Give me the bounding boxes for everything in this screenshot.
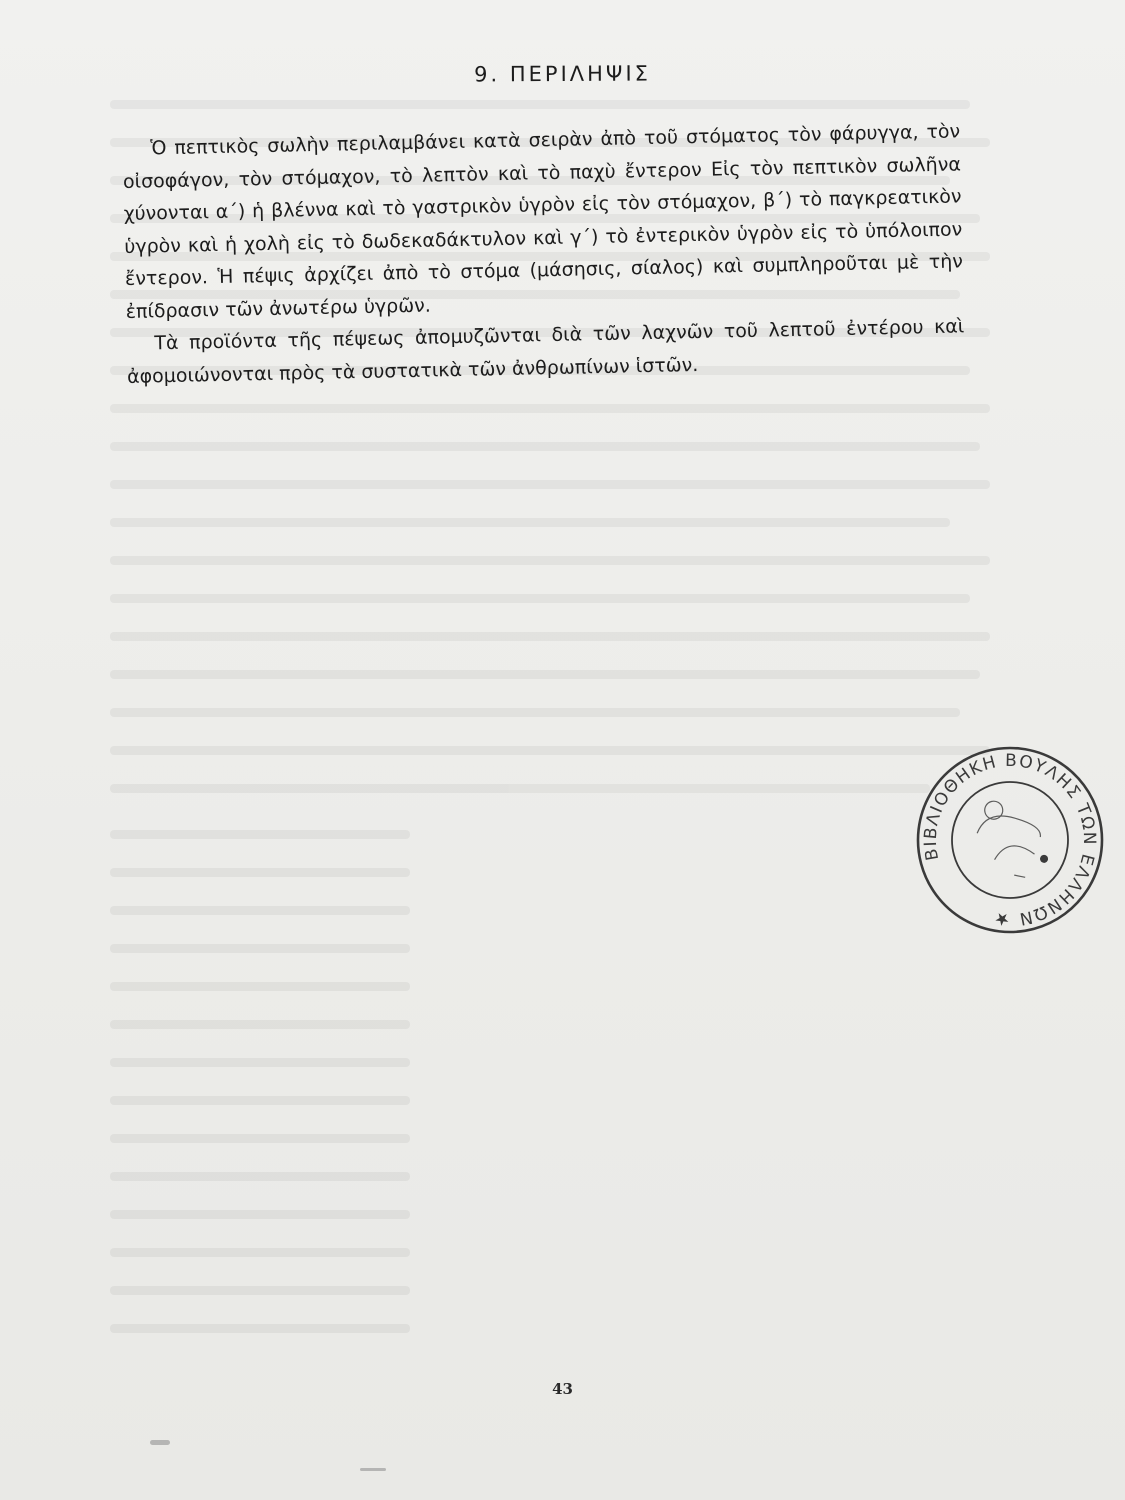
library-stamp [910,735,1110,945]
stamp-emblem [970,791,1050,886]
svg-text:ΒΙΒΛΙΟΘΗΚΗ ΒΟΥΛΗΣ ΤΩΝ ΕΛΛΗΝΩΝ [910,735,1110,945]
scan-smudge [360,1468,386,1471]
scan-smudge [150,1440,170,1445]
paragraph: Ὁ πεπτικὸς σωλὴν περιλαμβάνει κατὰ σειρὰν ἀπὸ τοῦ στόματος τὸν φάρυγγα, τὸν οἰσοφάγον, τὸν στόμαχον, τὸ λεπτὸν καὶ τὸ παχὺ ἔντερον Εἰς τὸν πεπτικὸν σωλῆνα χύνονται α΄) ἡ βλέννα καὶ τὸ γαστρικὸν ὑγρὸν εἰς τὸν στόμαχον, β΄) τὸ παγκρεατικὸν ὑγρὸν καὶ ἡ χολὴ εἰς τὸ δωδεκαδάκτυλον καὶ γ΄) τὸ ἐντερικὸν ὑγρὸν εἰς τὸ ὑπόλοιπον ἔντερον. Ἡ πέψις ἀρχίζει ἀπὸ τὸ στόμα (μάσησις, σίαλος) καὶ συμπληροῦται μὲ τὴν ἐπίδρασιν τῶν ἀνωτέρω ὑγρῶν. [122,120,964,323]
summary-body [122,115,965,392]
section-heading: 9. ΠΕΡΙΛΗΨΙΣ [474,61,651,87]
paragraph: Τὰ προϊόντα τῆς πέψεως ἀπομυζῶνται διὰ τῶν λαχνῶν τοῦ λεπτοῦ ἐντέρου καὶ ἀφομοιώνονται πρὸς τὰ συστατικὰ τῶν ἀνθρωπίνων ἱστῶν. [126,315,965,388]
page-number: 43 [552,1380,573,1398]
stamp-text: ΒΙΒΛΙΟΘΗΚΗ ΒΟΥΛΗΣ ΤΩΝ ΕΛΛΗΝΩΝ ★ [920,750,1100,930]
